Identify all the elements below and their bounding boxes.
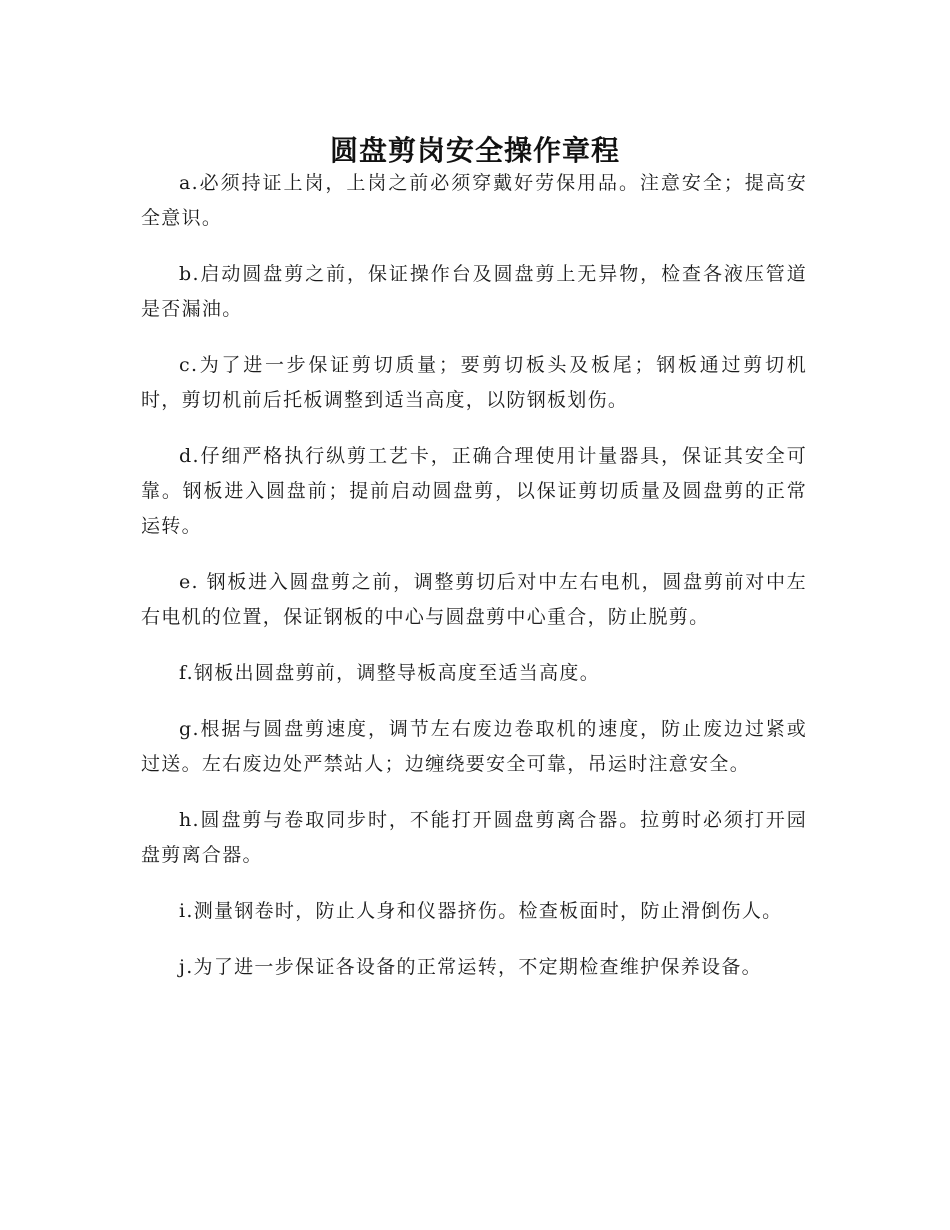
paragraph-h: h.圆盘剪与卷取同步时，不能打开圆盘剪离合器。拉剪时必须打开园盘剪离合器。: [141, 809, 807, 866]
paragraph-e: e. 钢板进入圆盘剪之前，调整剪切后对中左右电机，圆盘剪前对中左右电机的位置，保证钢板的中心与圆盘剪中心重合，防止脱剪。: [141, 571, 807, 628]
paragraph-d: d.仔细严格执行纵剪工艺卡，正确合理使用计量器具，保证其安全可靠。钢板进入圆盘前；提前启动圆盘剪，以保证剪切质量及圆盘剪的正常运转。: [141, 445, 807, 537]
paragraph-g: g.根据与圆盘剪速度，调节左右废边卷取机的速度，防止废边过紧或过送。左右废边处严禁站人；边缠绕要安全可靠，吊运时注意安全。: [141, 718, 807, 775]
paragraph-j: j.为了进一步保证各设备的正常运转，不定期检查维护保养设备。: [179, 956, 762, 978]
document-body: [141, 166, 807, 1006]
paragraph-c: c.为了进一步保证剪切质量；要剪切板头及板尾；钢板通过剪切机时，剪切机前后托板调整到适当高度，以防钢板划伤。: [141, 354, 807, 411]
paragraph-a: a.必须持证上岗，上岗之前必须穿戴好劳保用品。注意安全；提高安全意识。: [141, 172, 807, 229]
paragraph-f: f.钢板出圆盘剪前，调整导板高度至适当高度。: [179, 662, 600, 684]
paragraph-i: i.测量钢卷时，防止人身和仪器挤伤。检查板面时，防止滑倒伤人。: [179, 900, 783, 922]
page-title: 圆盘剪岗安全操作章程: [329, 133, 620, 167]
paragraph-b: b.启动圆盘剪之前，保证操作台及圆盘剪上无异物，检查各液压管道是否漏油。: [141, 263, 807, 320]
